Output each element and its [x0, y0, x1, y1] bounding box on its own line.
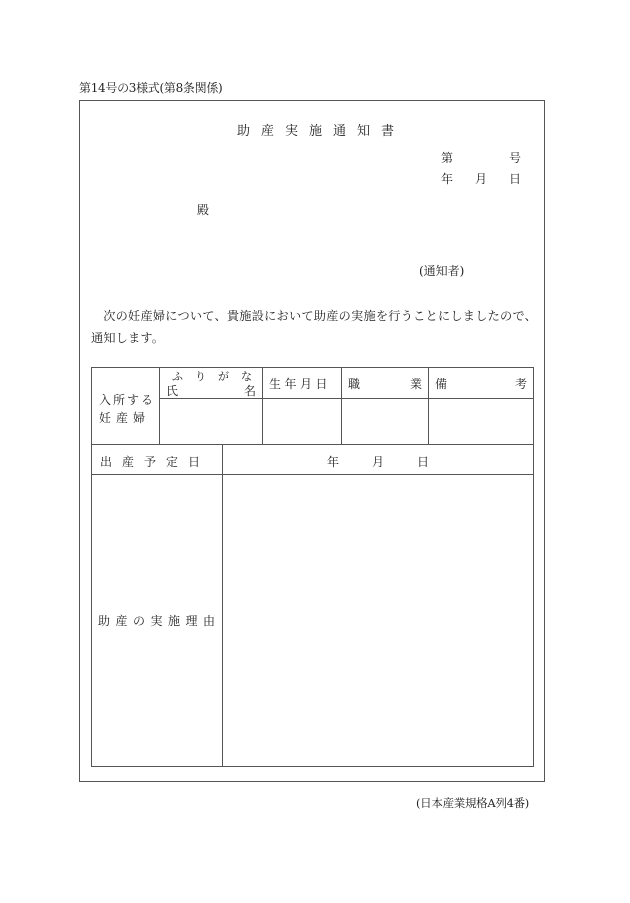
- occupation-label: [348, 375, 422, 392]
- reason-label: 助産の実施理由: [98, 614, 221, 628]
- due-date-year-label: 年: [327, 455, 340, 469]
- paper-size-note: (日本産業規格A列4番): [416, 796, 529, 810]
- form-number-label: 第14号の3様式(第8条関係): [79, 81, 223, 95]
- occupation-input-cell[interactable]: [342, 399, 427, 443]
- number-prefix: 第: [441, 151, 454, 165]
- occupation-label-second: 業: [409, 377, 422, 391]
- due-date-value: [327, 453, 429, 470]
- remarks-label: [435, 375, 527, 392]
- occupation-label-first: 職: [348, 377, 361, 391]
- remarks-label-second: 考: [514, 377, 527, 391]
- remarks-label-first: 備: [435, 377, 448, 391]
- name-input-cell[interactable]: [160, 399, 261, 443]
- name-label: [166, 382, 256, 399]
- furigana-char-1: ふ: [172, 370, 183, 383]
- document-number-line: [441, 149, 521, 166]
- date-day-label: 日: [508, 172, 521, 186]
- number-suffix: 号: [508, 151, 521, 165]
- due-date-label: 出産予定日: [100, 455, 211, 469]
- name-label-first: 氏: [166, 384, 179, 398]
- name-label-second: 名: [243, 384, 256, 398]
- date-month-label: 月: [474, 172, 487, 186]
- resident-woman-header: [99, 391, 155, 427]
- due-date-month-label: 月: [371, 455, 384, 469]
- furigana-char-4: な: [241, 370, 252, 383]
- birthdate-input-cell[interactable]: [263, 399, 340, 443]
- birthdate-label: 生年月日: [269, 377, 332, 391]
- furigana-char-3: が: [218, 370, 229, 383]
- pregnant-woman-table: [91, 367, 534, 767]
- resident-header-line1: 入所する: [99, 393, 156, 407]
- body-text: 次の妊産婦について、貴施設において助産の実施を行うことにしましたので、通知します。: [91, 309, 537, 345]
- remarks-input-cell[interactable]: [429, 399, 533, 443]
- document-title: 助産実施通知書: [237, 124, 406, 139]
- date-year-label: 年: [441, 172, 454, 186]
- addressee-honorific: 殿: [197, 203, 210, 217]
- furigana-char-2: り: [195, 370, 206, 383]
- notifier-label: (通知者): [419, 264, 465, 278]
- reason-input-area[interactable]: [223, 475, 533, 766]
- document-date-line: [441, 170, 521, 187]
- resident-header-line2: 妊産婦: [99, 411, 151, 425]
- due-date-day-label: 日: [416, 455, 429, 469]
